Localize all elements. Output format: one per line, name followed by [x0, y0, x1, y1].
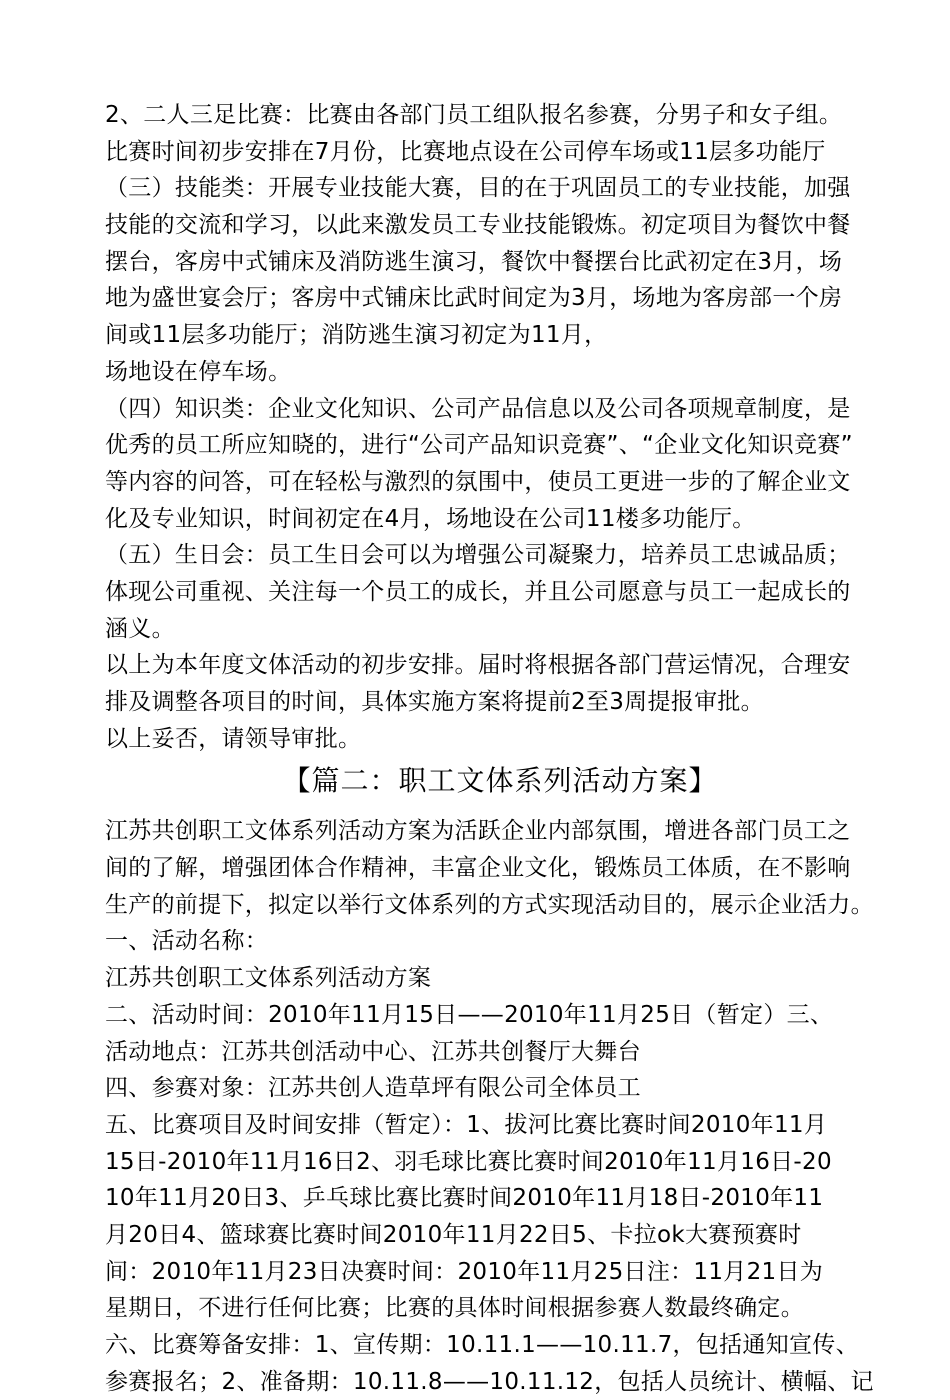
- text-line: 间或11层多功能厅；消防逃生演习初定为11月，: [105, 322, 608, 349]
- text-line: 化及专业知识，时间初定在4月，场地设在公司11楼多功能厅。: [105, 505, 756, 532]
- text-line: 15日-2010年11月16日2、羽毛球比赛比赛时间2010年11月16日-20: [105, 1148, 832, 1175]
- section-one: [105, 97, 865, 757]
- text-line: 活动地点：江苏共创活动中心、江苏共创餐厅大舞台: [105, 1038, 641, 1065]
- section-two: [105, 813, 874, 1400]
- text-line: 以上妥否，请领导审批。: [105, 725, 362, 752]
- text-line: 等内容的问答，可在轻松与激烈的氛围中，使员工更进一步的了解企业文: [105, 468, 851, 495]
- text-line: 江苏共创职工文体系列活动方案为活跃企业内部氛围，增进各部门员工之: [105, 818, 851, 845]
- text-line: 星期日，不进行任何比赛；比赛的具体时间根据参赛人数最终确定。: [105, 1295, 804, 1322]
- text-line: 四、参赛对象：江苏共创人造草坪有限公司全体员工: [105, 1075, 641, 1102]
- text-line: 江苏共创职工文体系列活动方案: [105, 965, 432, 992]
- text-line: 2、二人三足比赛：比赛由各部门员工组队报名参赛，分男子和女子组。: [105, 102, 843, 128]
- text-line: 摆台，客房中式铺床及消防逃生演习，餐饮中餐摆台比武初定在3月，场: [105, 248, 843, 275]
- text-line: 间的了解，增强团体合作精神，丰富企业文化，锻炼员工体质，在不影响: [105, 855, 851, 882]
- text-line: （五）生日会：员工生日会可以为增强公司凝聚力，培养员工忠诚品质；: [105, 542, 851, 569]
- text-line: 涵义。: [105, 615, 175, 642]
- text-line: 场地设在停车场。: [105, 358, 292, 385]
- text-line: 以上为本年度文体活动的初步安排。届时将根据各部门营运情况，合理安: [105, 652, 851, 679]
- text-line: 优秀的员工所应知晓的，进行“公司产品知识竞赛”、“企业文化知识竞赛”: [105, 432, 853, 459]
- text-line: 排及调整各项目的时间，具体实施方案将提前2至3周提报审批。: [105, 689, 764, 715]
- text-line: （四）知识类：企业文化知识、公司产品信息以及公司各项规章制度，是: [105, 395, 851, 422]
- text-line: 体现公司重视、关注每一个员工的成长，并且公司愿意与员工一起成长的: [105, 578, 851, 605]
- text-line: 月20日4、篮球赛比赛时间2010年11月22日5、卡拉ok大赛预赛时: [105, 1221, 802, 1248]
- text-line: 参赛报名；2、准备期：10.11.8——10.11.12，包括人员统计、横幅、记: [105, 1368, 874, 1395]
- text-line: 二、活动时间：2010年11月15日——2010年11月25日（暂定）三、: [105, 1001, 834, 1028]
- text-line: 比赛时间初步安排在7月份，比赛地点设在公司停车场或11层多功能厅: [105, 138, 826, 165]
- text-line: 生产的前提下，拟定以举行文体系列的方式实现活动目的，展示企业活力。: [105, 891, 874, 918]
- section-heading: 【篇二：职工文体系列活动方案】: [282, 764, 718, 798]
- text-line: 技能的交流和学习，以此来激发员工专业技能锻炼。初定项目为餐饮中餐: [105, 212, 851, 239]
- text-line: 地为盛世宴会厅；客房中式铺床比武时间定为3月，场地为客房部一个房: [105, 285, 843, 312]
- text-line: 间：2010年11月23日决赛时间：2010年11月25日注：11月21日为: [105, 1258, 824, 1285]
- text-line: 一、活动名称：: [105, 928, 269, 955]
- text-line: 五、比赛项目及时间安排（暂定）：1、拔河比赛比赛时间2010年11月: [105, 1111, 828, 1138]
- document-body: [105, 97, 874, 1400]
- text-line: 10年11月20日3、乒乓球比赛比赛时间2010年11月18日-2010年11: [105, 1185, 824, 1212]
- text-line: （三）技能类：开展专业技能大赛，目的在于巩固员工的专业技能，加强: [105, 175, 851, 202]
- text-line: 六、比赛筹备安排：1、宣传期：10.11.1——10.11.7，包括通知宣传、: [105, 1332, 859, 1358]
